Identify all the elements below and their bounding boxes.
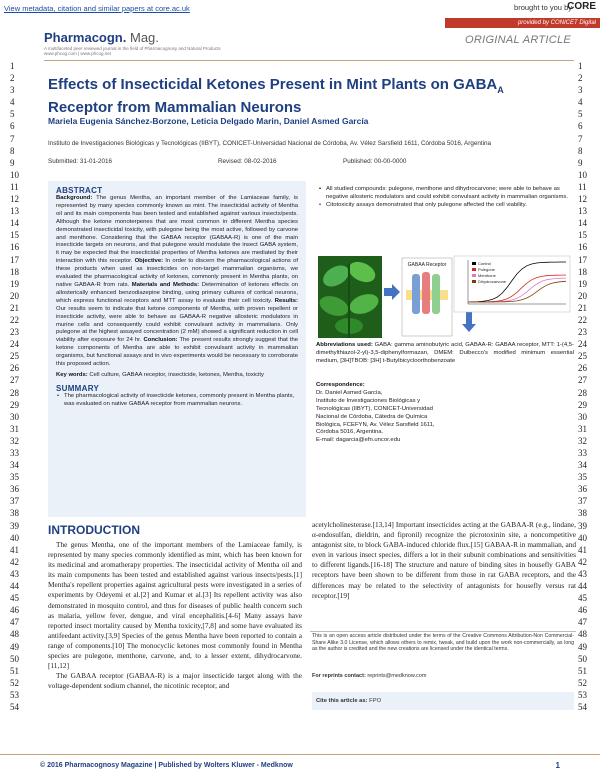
legend-swatch [472, 280, 476, 283]
line-number: 44 [578, 581, 587, 592]
line-number: 49 [578, 641, 587, 652]
legend-label: Menthone [478, 273, 496, 278]
line-number: 31 [10, 423, 19, 434]
introduction-left-column [48, 540, 302, 691]
line-number: 3 [10, 85, 15, 96]
line-number: 26 [578, 363, 587, 374]
submitted-date: Submitted: 31-01-2016 [48, 158, 113, 165]
line-number: 45 [10, 593, 19, 604]
methods-label: Materials and Methods: [131, 281, 200, 288]
summary-bullet-1: • The pharmacological activity of insecticide ketones, commonly present in Mentha plants, was evaluated on native GABAA receptor from mammalian neurons. [56, 393, 298, 409]
line-number: 8 [578, 145, 583, 156]
line-number: 23 [578, 327, 587, 338]
journal-name [44, 30, 159, 45]
line-number: 9 [578, 157, 583, 168]
correspondence-line: Dr. Daniel Asmed García, [316, 389, 383, 396]
core-logo[interactable]: CORE [567, 1, 596, 12]
line-number: 38 [10, 508, 19, 519]
line-number: 50 [10, 653, 19, 664]
line-number: 16 [578, 242, 587, 253]
introduction-paragraph-2: The GABAA receptor (GABAA-R) is a major insecticide target along with the voltage-dependent sodium channel, the nicotinic receptor, and [48, 671, 302, 691]
introduction-paragraph-1: The genus Mentha, one of the important members of the Lamiaceae family, is represented by many species commonly identified as mint, which has been known for its medicinal and aromatherapy properties. The insecticidal activity of Mentha oil and its main components has been tested and established against various insects/pests.[1] Mentha's repellent properties against agricultural pests were investigated in a series of experiments by Odeyemi et al.[2] and Kumar et al.[3] Its repellent activity was also demonstrated in mosquito control, and thus for diseases of public health concern such as malaria, yellow fever, dengue, and viral encephalitis.[4-6] Many assays have reported insect mortality caused by Mentha toxicity,[7,8] and some have evaluated its antifeedant activity.[3,9] Species of the genus Mentha have been reported to contain a range of components.[10] The monocyclic ketones most commonly found in Mentha species are pulegone, menthone, carvone, and, to a lesser extent, dihydrocarvone.[11,12] [48, 540, 302, 671]
line-number: 6 [578, 121, 583, 132]
line-number: 19 [578, 278, 587, 289]
abbreviations [316, 342, 574, 366]
line-number: 50 [578, 653, 587, 664]
footer-text: © 2016 Pharmacognosy Magazine | Published by Wolters Kluwer - Medknow [40, 762, 293, 769]
conclusion-text: The present results strongly suggest that the ketone components of Mentha are able to exhibit convulsant activity in mammalian organisms, but functional assays and in vivo experiments would be necessary to corroborate this proposed action. [56, 337, 298, 368]
title-main: Effects of Insecticidal Ketones Present in Mint Plants on GABA [48, 76, 498, 93]
legend-swatch [472, 262, 476, 265]
reprints-label: For reprints contact: [312, 673, 366, 679]
dose-response-chart [454, 256, 570, 312]
keywords-label: Key words: [56, 371, 88, 378]
line-number: 7 [578, 133, 583, 144]
correspondence [316, 382, 574, 445]
line-number: 18 [578, 266, 587, 277]
line-number: 41 [578, 544, 587, 555]
line-number: 2 [10, 73, 15, 84]
line-number: 39 [10, 520, 19, 531]
line-number: 4 [10, 97, 15, 108]
line-number: 13 [578, 206, 587, 217]
background-label: Background: [56, 195, 93, 201]
graphical-abstract [316, 254, 572, 340]
results-label: Results: [274, 297, 298, 304]
line-number: 18 [10, 266, 19, 277]
correspondence-line: E-mail: dagarcia@efn.uncor.edu [316, 437, 401, 444]
brought-by-text: brought to you by [514, 3, 572, 12]
line-number: 46 [10, 605, 19, 616]
line-number: 48 [10, 629, 19, 640]
line-number: 53 [578, 689, 587, 700]
keywords-text: Cell culture, GABAA receptor, insecticide, ketones, Mentha, toxicity [89, 371, 264, 378]
line-number: 34 [10, 460, 19, 471]
journal-website[interactable]: www.phcog.com | www.phcog.net [44, 51, 111, 56]
line-number: 5 [578, 109, 583, 120]
reprints-email[interactable]: reprints@medknow.com [367, 673, 427, 679]
line-number: 40 [10, 532, 19, 543]
line-number: 22 [10, 314, 19, 325]
journal-name-main: Pharmacogn. [44, 30, 127, 45]
line-numbers-right [578, 60, 598, 713]
line-number: 33 [10, 448, 19, 458]
line-number: 9 [10, 157, 15, 168]
line-number: 34 [578, 460, 587, 471]
line-number: 21 [10, 302, 19, 313]
arrow-icon [384, 284, 400, 300]
line-number: 12 [10, 194, 19, 205]
abbreviations-text: GABA: gamma aminobutyric acid, GABAA-R: GABAA receptor, MTT: 1-(4,5-dimethylthiazol-2-yl)-3,5-diphenylformazan, DMEM: Dulbecco's modified minimum essential medium, [3H]TBOB: [3H] t-Butylbicycloorthobenzoate [316, 342, 574, 364]
open-access-divider [310, 631, 576, 632]
header-divider [44, 60, 574, 61]
line-number: 27 [578, 375, 587, 386]
line-number: 31 [578, 423, 587, 434]
abstract-heading: ABSTRACT [56, 186, 103, 195]
line-number: 52 [10, 677, 19, 688]
line-number: 27 [10, 375, 19, 386]
page-number: 1 [555, 761, 560, 770]
line-number: 35 [578, 472, 587, 483]
line-number: 7 [10, 133, 15, 144]
line-number: 2 [578, 73, 583, 84]
line-number: 37 [578, 496, 587, 507]
line-number: 43 [10, 568, 19, 579]
authors: Mariela Eugenia Sánchez-Borzone, Leticia Delgado Marin, Daniel Asmed García [48, 116, 369, 126]
line-number: 38 [578, 508, 587, 519]
cite-box [312, 692, 574, 710]
line-number: 49 [10, 641, 19, 652]
objective-text: In order to discern the pharmacological actions of these products when used as insecticides on non-target mammalian organisms, we evaluated the pharmacological activity of ketones, commonly present in Mentha plants, on native GABAA-R from rats. [56, 258, 298, 288]
summary-heading: SUMMARY [56, 383, 100, 393]
line-number: 30 [578, 411, 587, 422]
conclusion-label: Conclusion: [143, 337, 178, 344]
line-number: 51 [10, 665, 19, 676]
article-title [48, 76, 548, 117]
correspondence-line: Instituto de Investigaciones Biológicas y [316, 397, 421, 404]
mint-plant-image [317, 256, 382, 338]
title-line2: Receptor from Mammalian Neurons [48, 99, 302, 116]
core-bar [0, 0, 600, 18]
line-number: 26 [10, 363, 19, 374]
line-number: 54 [578, 701, 587, 712]
line-number: 24 [578, 339, 587, 350]
line-number: 30 [10, 411, 19, 422]
journal-name-suffix: Mag. [129, 30, 159, 45]
line-number: 6 [10, 121, 15, 132]
keywords [56, 372, 298, 380]
provider-banner[interactable]: provided by CONICET Digital [445, 18, 600, 28]
abstract-box [48, 181, 306, 517]
line-number: 42 [578, 556, 587, 567]
legend-swatch [472, 274, 476, 277]
receptor-diagram [402, 258, 452, 336]
revised-date: Revised: 08-02-2016 [218, 158, 277, 165]
line-number: 46 [578, 605, 587, 616]
line-number: 20 [578, 290, 587, 301]
cite-text: FPO [369, 698, 382, 704]
receptor-label: GABAA Receptor [407, 262, 447, 268]
abbreviations-label: Abbreviations used: [316, 342, 373, 348]
line-number: 40 [578, 532, 587, 543]
line-number: 25 [10, 351, 19, 362]
line-number: 16 [10, 242, 19, 253]
line-number: 44 [10, 581, 19, 592]
line-number: 45 [578, 593, 587, 604]
summary-bullet-3: • Citotoxicity assays demonstrated that only pulegone affected the cell viability. [318, 202, 570, 210]
reprints [312, 673, 574, 679]
line-number: 42 [10, 556, 19, 567]
line-number: 13 [10, 206, 19, 217]
graphical-abstract-svg [316, 254, 572, 340]
line-number: 1 [578, 61, 583, 71]
line-number: 25 [578, 351, 587, 362]
line-number: 14 [578, 218, 587, 229]
line-number: 54 [10, 701, 19, 712]
line-number: 43 [578, 568, 587, 579]
objective-label: Objective: [134, 258, 164, 265]
legend-label: Control [478, 261, 491, 266]
line-number: 35 [10, 472, 19, 483]
line-number: 22 [578, 314, 587, 325]
background-text: The genus Mentha, an important member of the Lamiaceae family, is represented by many species commonly known as mint. The insecticidal activity of Mentha oil and its main components has been tested and established against various insects/pests. Although the ketone monoterpenes that are most common in different Mentha species demonstrated insecticidal toxicity, with pulegone being the most active, followed by carvone and menthone. Considering that the GABAA receptor (GABAA-R) is one of the main insecticide targets on neurons, and that pulegone would modulate the insect GABA system, it may be expected that the insecticidal properties of Mentha ketones are mediated by their interaction with this receptor. [56, 195, 298, 265]
legend-swatch [472, 268, 476, 271]
line-number: 51 [578, 665, 587, 676]
line-number: 37 [10, 496, 19, 507]
correspondence-label: Correspondence: [316, 382, 365, 388]
line-number: 19 [10, 278, 19, 289]
journal-tagline: A multifaceted peer reviewed journal in the field of Pharmacognosy and Natural Products [44, 46, 221, 51]
line-number: 17 [578, 254, 587, 265]
line-number: 39 [578, 520, 587, 531]
correspondence-line: Tecnológicas (IIBYT), CONICET-Universidad [316, 405, 433, 412]
line-number: 15 [578, 230, 587, 241]
page-footer [0, 754, 600, 777]
line-number: 33 [578, 448, 587, 458]
line-number: 36 [10, 484, 19, 495]
abstract-text [56, 195, 298, 369]
line-number: 11 [10, 181, 19, 192]
affiliation: Instituto de Investigaciones Biológicas y Tecnológicas (IIBYT), CONICET-Universidad Nacional de Córdoba, Av. Vélez Sarsfield 1611, Córdoba 5016, Argentina [48, 140, 492, 147]
correspondence-line: Nacional de Córdoba, Cátedra de Química [316, 413, 428, 420]
line-number: 28 [10, 387, 19, 398]
line-numbers-left [10, 60, 30, 713]
line-number: 32 [578, 435, 587, 446]
results-text: Our results seem to indicate that ketone components of Mentha, with proven repellent or insecticide activity, were able to behave as GABAA-R negative allosteric modulators in murine cells and consequently could exhibit convulsant activity in mammalians. Only pulegone at the highest assayed concentration (2 mM) showed a significant reduction in cell viability after exposure for 24 hr. [56, 305, 298, 344]
journal-subtitle [44, 46, 344, 56]
arrow-down-icon [462, 312, 476, 332]
cite-label: Cite this article as: [316, 698, 368, 704]
article-type: ORIGINAL ARTICLE [465, 34, 572, 46]
legend-label: Pulegone [478, 267, 495, 272]
legend-label: Dihydrocarvone [478, 279, 507, 284]
line-number: 36 [578, 484, 587, 495]
line-number: 1 [10, 61, 15, 71]
line-number: 21 [578, 302, 587, 313]
line-number: 11 [578, 181, 587, 192]
line-number: 48 [578, 629, 587, 640]
line-number: 29 [578, 399, 587, 410]
summary-bullet-2: • All studied compounds: pulegone, menthone and dihydrocarvone; were able to behave as negative allosteric modulators and could exhibit convulsant activity in mammalian organisms. [318, 186, 570, 202]
line-number: 24 [10, 339, 19, 350]
line-number: 29 [10, 399, 19, 410]
line-number: 47 [578, 617, 587, 628]
dates-row [48, 158, 568, 165]
line-number: 28 [578, 387, 587, 398]
line-number: 10 [578, 169, 587, 180]
line-number: 53 [10, 689, 19, 700]
line-number: 5 [10, 109, 15, 120]
line-number: 32 [10, 435, 19, 446]
line-number: 20 [10, 290, 19, 301]
correspondence-line: Córdoba 5016, Argentina. [316, 429, 384, 436]
open-access-notice: This is an open access article distributed under the terms of the Creative Commons Attribution-Non Commercial-Share Alike 3.0 License, which allows others to remix, tweak, and build upon the work non-commercially, as long as the author is credited and the new creations are licensed under the identical terms. [312, 633, 574, 653]
line-number: 4 [578, 97, 583, 108]
published-date: Published: 00-00-0000 [343, 158, 407, 165]
line-number: 41 [10, 544, 19, 555]
title-subscript: A [497, 85, 504, 95]
line-number: 10 [10, 169, 19, 180]
introduction-right-column: acetylcholinesterase.[13,14] Important insecticides acting at the GABAA-R (e.g., lindane, α-endosulfan, dieldrin, and fipronil) recognize the picrotoxinin site, a noncompetitive antagonist site, to block GABA-induced chloride flux.[15] GABAA-R in mammalian, and even in various insect species, differs a lot in their subunit combinations and sensitivities to different ligands.[16-18] The structure and nature of binding sites in housefly GABA receptors have been shown to be different from those in rat GABA receptors, and the differences may be related to the selectivity of antagonists for housefly versus rat receptor.[19] [312, 520, 576, 600]
correspondence-lines [316, 390, 574, 445]
line-number: 23 [10, 327, 19, 338]
line-number: 17 [10, 254, 19, 265]
line-number: 15 [10, 230, 19, 241]
line-number: 14 [10, 218, 19, 229]
core-metadata-link[interactable]: View metadata, citation and similar papers at core.ac.uk [4, 4, 190, 13]
introduction-heading: INTRODUCTION [48, 523, 140, 537]
line-number: 3 [578, 85, 583, 96]
methods-text: Determination of ketones effects on allosterically enhanced benzodiazepine binding, using primary cultures of cortical neurons, which express functional receptors and MTT assay to evaluate their cell toxicity. [56, 281, 299, 304]
line-number: 8 [10, 145, 15, 156]
line-number: 52 [578, 677, 587, 688]
line-number: 12 [578, 194, 587, 205]
line-number: 47 [10, 617, 19, 628]
correspondence-line: Biológica, FCEFYN, Av. Vélez Sarsfield 1611, [316, 421, 435, 428]
